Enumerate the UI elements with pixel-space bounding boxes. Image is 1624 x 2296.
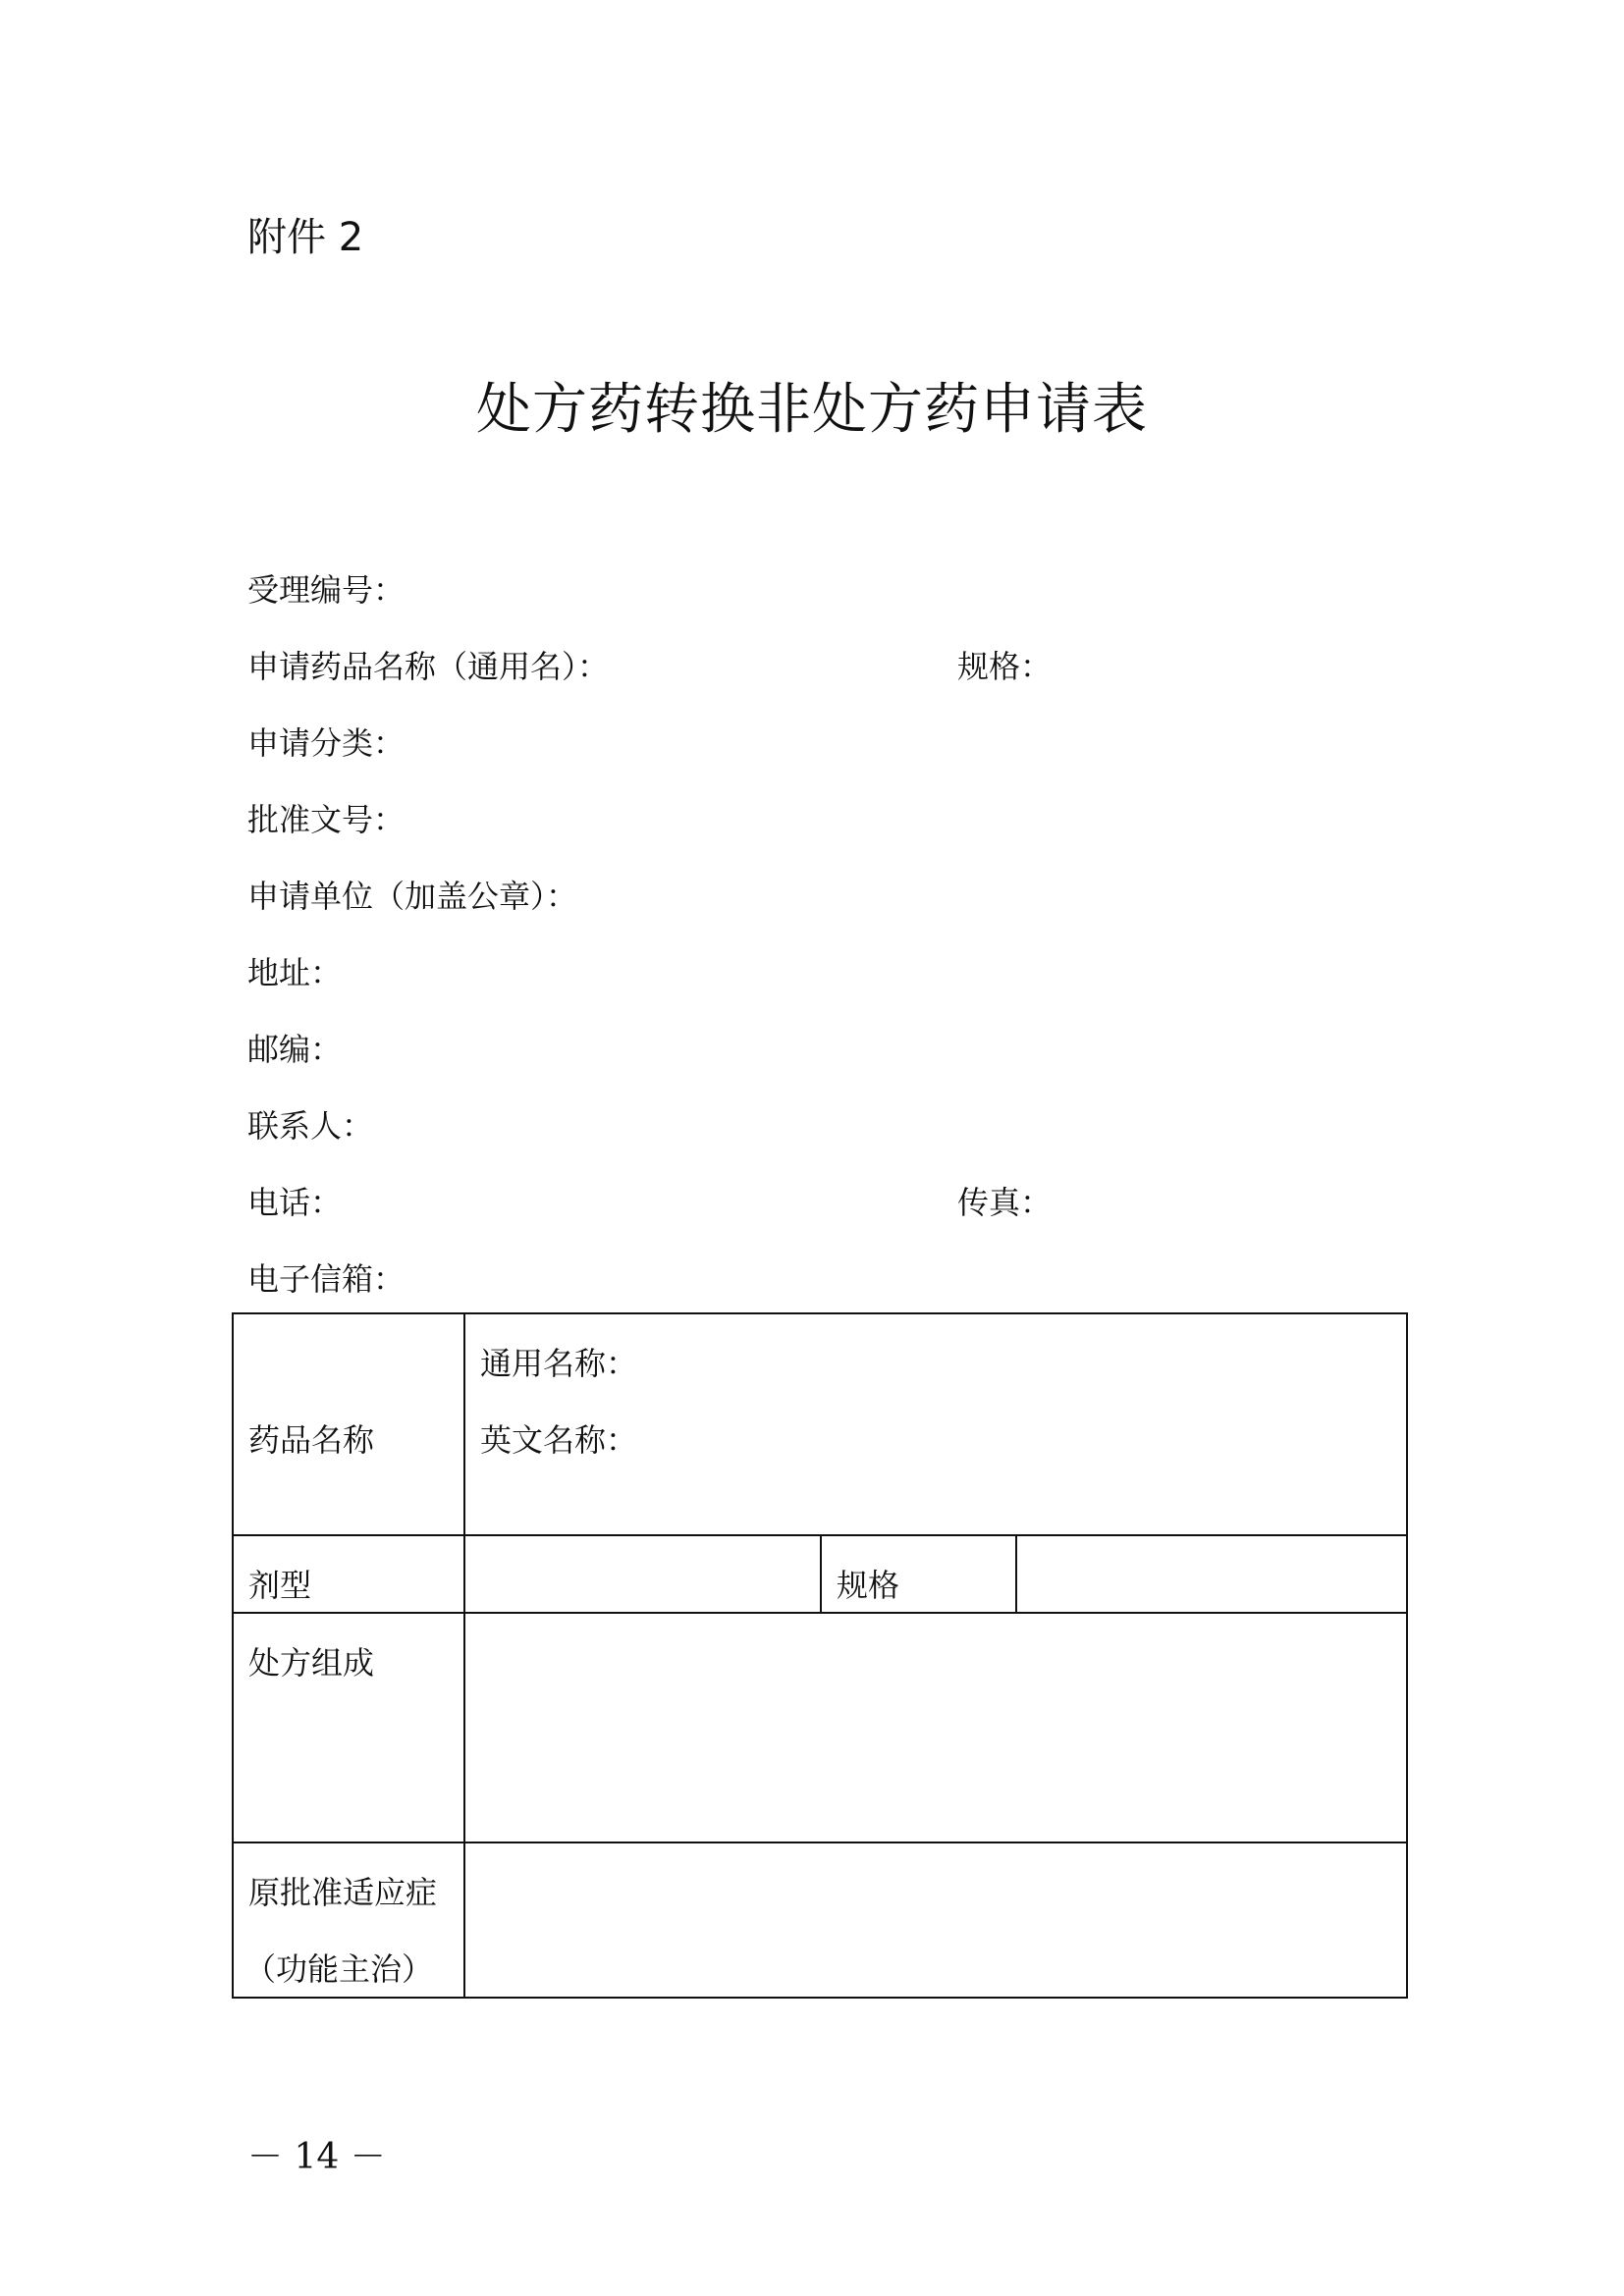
postcode-label: 邮编：: [247, 1031, 343, 1068]
indication-value-cell[interactable]: [464, 1842, 1407, 1998]
contact-person-label: 联系人：: [247, 1107, 374, 1145]
specification-label: 规格：: [957, 648, 1053, 685]
applicant-unit-label: 申请单位（加盖公章）：: [247, 878, 578, 915]
english-name-label: 英文名称：: [480, 1421, 638, 1459]
application-category-label: 申请分类：: [247, 724, 406, 762]
table-row-indication: [233, 1842, 1407, 1998]
table-row-prescription: [233, 1613, 1407, 1842]
drug-name-value-cell[interactable]: [464, 1313, 1407, 1535]
prescription-header-cell: [233, 1613, 464, 1842]
spec-label: 规格: [837, 1567, 900, 1604]
drug-info-table: [232, 1312, 1408, 1999]
dosage-form-value-cell[interactable]: [464, 1535, 821, 1613]
indication-label-line2: （功能主治）: [244, 1950, 434, 1988]
prescription-label: 处方组成: [248, 1644, 375, 1682]
dosage-form-header-cell: [233, 1535, 464, 1613]
prescription-value-cell[interactable]: [464, 1613, 1407, 1842]
attachment-label: 附件 2: [247, 215, 364, 260]
table-row-drug-name: [233, 1313, 1407, 1535]
email-label: 电子信箱：: [247, 1260, 406, 1298]
dosage-form-label: 剂型: [248, 1567, 312, 1604]
form-title: 处方药转换非处方药申请表: [476, 378, 1148, 442]
spec-header-cell: [821, 1535, 1016, 1613]
acceptance-number-label: 受理编号：: [247, 571, 406, 609]
drug-generic-name-label: 申请药品名称（通用名）：: [247, 648, 610, 685]
indication-header-cell: [233, 1842, 464, 1998]
phone-label: 电话：: [247, 1184, 343, 1221]
drug-name-header-cell: [233, 1313, 464, 1535]
table-row-dosage-form: [233, 1535, 1407, 1613]
page-number: － 14 －: [247, 2137, 386, 2177]
spec-value-cell[interactable]: [1016, 1535, 1407, 1613]
fax-label: 传真：: [957, 1184, 1053, 1221]
approval-number-label: 批准文号：: [247, 801, 406, 838]
indication-label-line1: 原批准适应症: [248, 1874, 438, 1911]
generic-name-label: 通用名称：: [480, 1345, 638, 1382]
drug-name-label: 药品名称: [248, 1421, 375, 1459]
address-label: 地址：: [247, 954, 343, 991]
